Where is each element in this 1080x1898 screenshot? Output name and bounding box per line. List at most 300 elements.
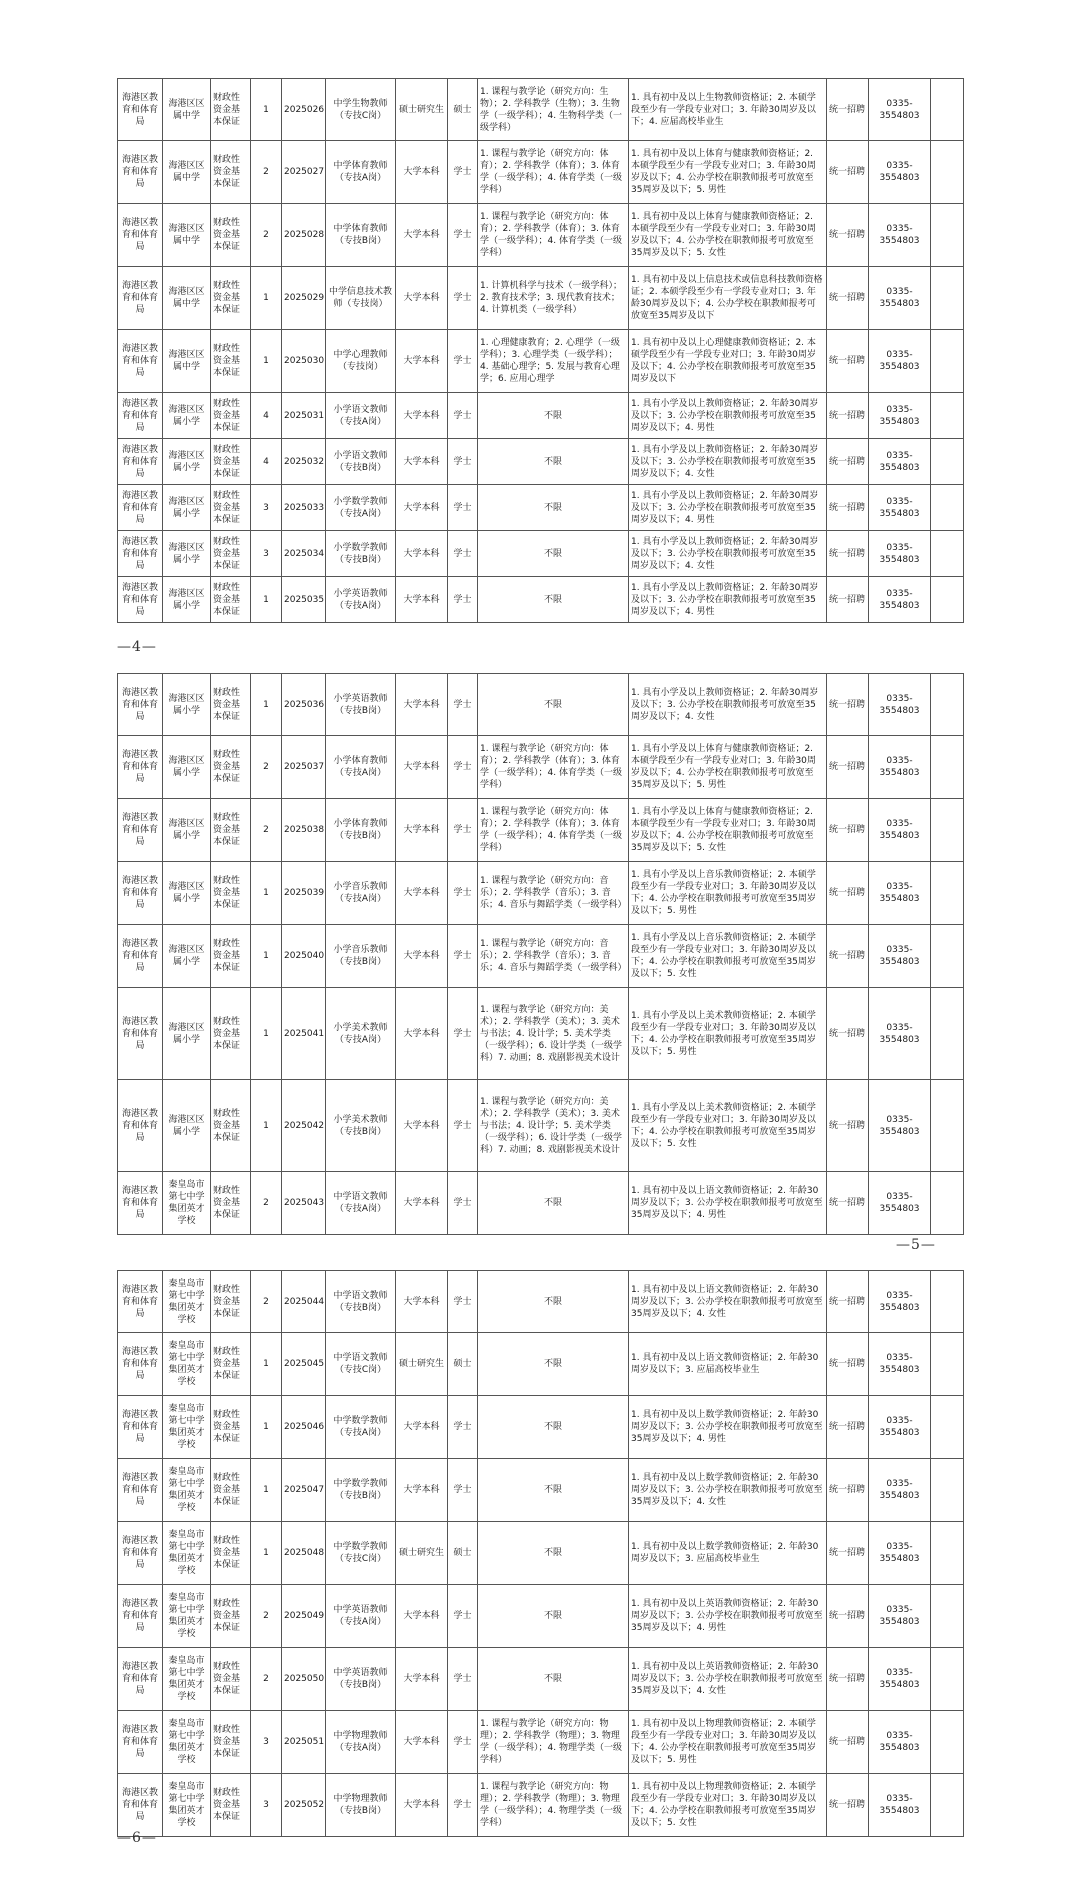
cell-requirements: 1. 具有小学及以上教师资格证；2. 年龄30周岁及以下；3. 公办学校在职教师报考可放宽至35周岁及以下；4. 女性 — [629, 439, 827, 485]
cell-degree: 学士 — [448, 531, 478, 577]
cell-phone: 0335-3554803 — [869, 485, 931, 531]
cell-major: 不限 — [478, 485, 629, 531]
cell-remark — [931, 1080, 964, 1172]
cell-unit: 秦皇岛市第七中学集团英才学校 — [163, 1271, 211, 1333]
page-number-4: —4— — [117, 639, 157, 655]
cell-funding: 财政性资金基本保证 — [211, 1080, 251, 1172]
cell-major: 不限 — [478, 1333, 629, 1396]
cell-recruit-method: 统一招聘 — [827, 799, 869, 862]
table-row — [118, 267, 964, 330]
cell-remark — [931, 1585, 964, 1648]
cell-phone: 0335-3554803 — [869, 1080, 931, 1172]
cell-unit: 海港区区属小学 — [163, 925, 211, 988]
cell-recruit-method: 统一招聘 — [827, 1774, 869, 1837]
table-row — [118, 439, 964, 485]
cell-position-code: 2025029 — [282, 267, 326, 330]
cell-unit: 秦皇岛市第七中学集团英才学校 — [163, 1333, 211, 1396]
cell-phone: 0335-3554803 — [869, 439, 931, 485]
cell-funding: 财政性资金基本保证 — [211, 439, 251, 485]
cell-major: 不限 — [478, 1522, 629, 1585]
table-row — [118, 925, 964, 988]
table-row — [118, 736, 964, 799]
cell-dept: 海港区教育和体育局 — [118, 862, 163, 925]
cell-recruit-method: 统一招聘 — [827, 1522, 869, 1585]
cell-position-name: 小学体育教师（专技B岗） — [326, 799, 396, 862]
cell-position-name: 中学语文教师（专技A岗） — [326, 1172, 396, 1235]
cell-education: 大学本科 — [396, 204, 448, 267]
cell-phone: 0335-3554803 — [869, 531, 931, 577]
cell-dept: 海港区教育和体育局 — [118, 204, 163, 267]
table-row — [118, 1648, 964, 1711]
cell-dept: 海港区教育和体育局 — [118, 1080, 163, 1172]
cell-major: 1. 课程与教学论（研究方向：美术）；2. 学科教学（美术）；3. 美术与书法；4. 设计学；5. 美术学类（一级学科）；6. 设计学类（一级学科）7. 动画；8. 戏剧影视美术设计 — [478, 1080, 629, 1172]
cell-quota: 2 — [251, 1585, 282, 1648]
table-row — [118, 204, 964, 267]
cell-position-name: 中学数学教师（专技A岗） — [326, 1396, 396, 1459]
cell-remark — [931, 862, 964, 925]
cell-position-code: 2025047 — [282, 1459, 326, 1522]
cell-position-name: 小学语文教师（专技B岗） — [326, 439, 396, 485]
cell-funding: 财政性资金基本保证 — [211, 204, 251, 267]
cell-remark — [931, 485, 964, 531]
cell-dept: 海港区教育和体育局 — [118, 1271, 163, 1333]
table-row — [118, 674, 964, 736]
cell-funding: 财政性资金基本保证 — [211, 1459, 251, 1522]
cell-requirements: 1. 具有初中及以上体育与健康教师资格证；2. 本硕学段至少有一学段专业对口；3. 年龄30周岁及以下；4. 公办学校在职教师报考可放宽至35周岁及以下；5. 女性 — [629, 204, 827, 267]
cell-position-code: 2025042 — [282, 1080, 326, 1172]
cell-position-name: 中学数学教师（专技C岗） — [326, 1522, 396, 1585]
cell-degree: 学士 — [448, 736, 478, 799]
cell-major: 不限 — [478, 1648, 629, 1711]
cell-position-code: 2025050 — [282, 1648, 326, 1711]
cell-remark — [931, 439, 964, 485]
table-row — [118, 330, 964, 393]
cell-major: 1. 课程与教学论（研究方向：体育）；2. 学科教学（体育）；3. 体育学（一级学科）；4. 体育学类（一级学科） — [478, 736, 629, 799]
cell-recruit-method: 统一招聘 — [827, 1271, 869, 1333]
cell-phone: 0335-3554803 — [869, 204, 931, 267]
recruitment-table-page-6 — [117, 1270, 964, 1837]
cell-education: 大学本科 — [396, 439, 448, 485]
cell-degree: 学士 — [448, 1459, 478, 1522]
cell-degree: 学士 — [448, 1080, 478, 1172]
cell-degree: 学士 — [448, 439, 478, 485]
cell-degree: 学士 — [448, 1172, 478, 1235]
cell-quota: 1 — [251, 1522, 282, 1585]
cell-unit: 海港区区属中学 — [163, 204, 211, 267]
cell-requirements: 1. 具有小学及以上美术教师资格证；2. 本硕学段至少有一学段专业对口；3. 年龄30周岁及以下；4. 公办学校在职教师报考可放宽至35周岁及以下；5. 男性 — [629, 988, 827, 1080]
cell-funding: 财政性资金基本保证 — [211, 862, 251, 925]
cell-unit: 海港区区属中学 — [163, 141, 211, 204]
cell-quota: 2 — [251, 1271, 282, 1333]
table-row — [118, 1774, 964, 1837]
cell-position-code: 2025046 — [282, 1396, 326, 1459]
cell-major: 不限 — [478, 1172, 629, 1235]
cell-position-name: 小学美术教师（专技B岗） — [326, 1080, 396, 1172]
cell-dept: 海港区教育和体育局 — [118, 439, 163, 485]
cell-degree: 学士 — [448, 862, 478, 925]
cell-remark — [931, 531, 964, 577]
cell-requirements: 1. 具有小学及以上美术教师资格证；2. 本硕学段至少有一学段专业对口；3. 年龄30周岁及以下；4. 公办学校在职教师报考可放宽至35周岁及以下；5. 女性 — [629, 1080, 827, 1172]
cell-requirements: 1. 具有小学及以上教师资格证；2. 年龄30周岁及以下；3. 公办学校在职教师报考可放宽至35周岁及以下；4. 男性 — [629, 577, 827, 623]
cell-recruit-method: 统一招聘 — [827, 1585, 869, 1648]
cell-recruit-method: 统一招聘 — [827, 1648, 869, 1711]
cell-position-name: 中学英语教师（专技B岗） — [326, 1648, 396, 1711]
cell-degree: 硕士 — [448, 1522, 478, 1585]
cell-education: 大学本科 — [396, 393, 448, 439]
cell-position-code: 2025043 — [282, 1172, 326, 1235]
cell-phone: 0335-3554803 — [869, 79, 931, 141]
cell-funding: 财政性资金基本保证 — [211, 531, 251, 577]
cell-dept: 海港区教育和体育局 — [118, 1711, 163, 1774]
cell-funding: 财政性资金基本保证 — [211, 1711, 251, 1774]
cell-education: 大学本科 — [396, 531, 448, 577]
cell-unit: 海港区区属小学 — [163, 674, 211, 736]
cell-degree: 学士 — [448, 674, 478, 736]
cell-education: 硕士研究生 — [396, 1522, 448, 1585]
cell-major: 1. 课程与教学论（研究方向：物理）；2. 学科教学（物理）；3. 物理学（一级学科）；4. 物理学类（一级学科） — [478, 1774, 629, 1837]
cell-position-name: 中学物理教师（专技B岗） — [326, 1774, 396, 1837]
cell-position-name: 小学英语教师（专技A岗） — [326, 577, 396, 623]
cell-requirements: 1. 具有小学及以上音乐教师资格证；2. 本硕学段至少有一学段专业对口；3. 年龄30周岁及以下；4. 公办学校在职教师报考可放宽至35周岁及以下；5. 女性 — [629, 925, 827, 988]
cell-unit: 海港区区属小学 — [163, 393, 211, 439]
cell-remark — [931, 1271, 964, 1333]
cell-major: 不限 — [478, 439, 629, 485]
cell-funding: 财政性资金基本保证 — [211, 674, 251, 736]
cell-dept: 海港区教育和体育局 — [118, 674, 163, 736]
cell-phone: 0335-3554803 — [869, 1522, 931, 1585]
cell-recruit-method: 统一招聘 — [827, 79, 869, 141]
cell-position-name: 小学体育教师（专技A岗） — [326, 736, 396, 799]
cell-quota: 1 — [251, 330, 282, 393]
cell-phone: 0335-3554803 — [869, 1585, 931, 1648]
cell-requirements: 1. 具有初中及以上数学教师资格证；2. 年龄30周岁及以下；3. 应届高校毕业生 — [629, 1522, 827, 1585]
cell-remark — [931, 577, 964, 623]
page-number-6: —6— — [117, 1830, 157, 1846]
cell-funding: 财政性资金基本保证 — [211, 1522, 251, 1585]
cell-recruit-method: 统一招聘 — [827, 1459, 869, 1522]
cell-dept: 海港区教育和体育局 — [118, 141, 163, 204]
cell-quota: 1 — [251, 925, 282, 988]
cell-funding: 财政性资金基本保证 — [211, 267, 251, 330]
cell-phone: 0335-3554803 — [869, 577, 931, 623]
cell-major: 1. 课程与教学论（研究方向：生物）；2. 学科教学（生物）；3. 生物学（一级学科）；4. 生物科学类（一级学科） — [478, 79, 629, 141]
table-row — [118, 485, 964, 531]
cell-degree: 学士 — [448, 925, 478, 988]
cell-position-name: 中学数学教师（专技B岗） — [326, 1459, 396, 1522]
cell-education: 大学本科 — [396, 674, 448, 736]
cell-dept: 海港区教育和体育局 — [118, 330, 163, 393]
cell-position-code: 2025027 — [282, 141, 326, 204]
cell-major: 1. 课程与教学论（研究方向：物理）；2. 学科教学（物理）；3. 物理学（一级学科）；4. 物理学类（一级学科） — [478, 1711, 629, 1774]
cell-requirements: 1. 具有小学及以上教师资格证；2. 年龄30周岁及以下；3. 公办学校在职教师报考可放宽至35周岁及以下；4. 女性 — [629, 531, 827, 577]
cell-remark — [931, 79, 964, 141]
cell-dept: 海港区教育和体育局 — [118, 925, 163, 988]
cell-position-name: 中学物理教师（专技A岗） — [326, 1711, 396, 1774]
cell-requirements: 1. 具有初中及以上心理健康教师资格证；2. 本硕学段至少有一学段专业对口；3. 年龄30周岁及以下；4. 公办学校在职教师报考可放宽至35周岁及以下 — [629, 330, 827, 393]
cell-requirements: 1. 具有初中及以上数学教师资格证；2. 年龄30周岁及以下；3. 公办学校在职教师报考可放宽至35周岁及以下；4. 女性 — [629, 1459, 827, 1522]
cell-quota: 2 — [251, 799, 282, 862]
cell-quota: 3 — [251, 1774, 282, 1837]
cell-degree: 学士 — [448, 267, 478, 330]
cell-phone: 0335-3554803 — [869, 925, 931, 988]
cell-requirements: 1. 具有初中及以上物理教师资格证；2. 本硕学段至少有一学段专业对口；3. 年龄30周岁及以下；4. 公办学校在职教师报考可放宽至35周岁及以下；5. 男性 — [629, 1711, 827, 1774]
cell-education: 大学本科 — [396, 862, 448, 925]
table-row — [118, 1172, 964, 1235]
cell-requirements: 1. 具有小学及以上教师资格证；2. 年龄30周岁及以下；3. 公办学校在职教师报考可放宽至35周岁及以下；4. 男性 — [629, 485, 827, 531]
cell-remark — [931, 393, 964, 439]
cell-education: 大学本科 — [396, 1774, 448, 1837]
cell-degree: 学士 — [448, 485, 478, 531]
cell-position-code: 2025037 — [282, 736, 326, 799]
cell-position-code: 2025049 — [282, 1585, 326, 1648]
cell-remark — [931, 141, 964, 204]
cell-position-name: 中学体育教师（专技A岗） — [326, 141, 396, 204]
cell-remark — [931, 204, 964, 267]
cell-education: 大学本科 — [396, 141, 448, 204]
cell-funding: 财政性资金基本保证 — [211, 1396, 251, 1459]
cell-quota: 2 — [251, 1648, 282, 1711]
cell-position-name: 中学语文教师（专技C岗） — [326, 1333, 396, 1396]
cell-requirements: 1. 具有初中及以上英语教师资格证；2. 年龄30周岁及以下；3. 公办学校在职教师报考可放宽至35周岁及以下；4. 男性 — [629, 1585, 827, 1648]
table-row — [118, 1459, 964, 1522]
cell-phone: 0335-3554803 — [869, 1172, 931, 1235]
cell-unit: 海港区区属小学 — [163, 736, 211, 799]
cell-phone: 0335-3554803 — [869, 141, 931, 204]
cell-unit: 秦皇岛市第七中学集团英才学校 — [163, 1172, 211, 1235]
cell-education: 大学本科 — [396, 1585, 448, 1648]
cell-requirements: 1. 具有初中及以上信息技术或信息科技教师资格证；2. 本硕学段至少有一学段专业对口；3. 年龄30周岁及以下；4. 公办学校在职教师报考可放宽至35周岁及以下 — [629, 267, 827, 330]
cell-major: 不限 — [478, 393, 629, 439]
cell-unit: 秦皇岛市第七中学集团英才学校 — [163, 1774, 211, 1837]
cell-phone: 0335-3554803 — [869, 1711, 931, 1774]
cell-unit: 秦皇岛市第七中学集团英才学校 — [163, 1711, 211, 1774]
table-row — [118, 862, 964, 925]
cell-major: 不限 — [478, 674, 629, 736]
cell-recruit-method: 统一招聘 — [827, 531, 869, 577]
cell-phone: 0335-3554803 — [869, 1333, 931, 1396]
cell-funding: 财政性资金基本保证 — [211, 330, 251, 393]
cell-position-name: 小学美术教师（专技A岗） — [326, 988, 396, 1080]
cell-major: 1. 课程与教学论（研究方向：音乐）；2. 学科教学（音乐）；3. 音乐；4. 音乐与舞蹈学类（一级学科） — [478, 862, 629, 925]
cell-phone: 0335-3554803 — [869, 1459, 931, 1522]
table-row — [118, 1522, 964, 1585]
cell-education: 大学本科 — [396, 736, 448, 799]
cell-remark — [931, 1711, 964, 1774]
cell-recruit-method: 统一招聘 — [827, 1396, 869, 1459]
cell-recruit-method: 统一招聘 — [827, 393, 869, 439]
cell-unit: 海港区区属小学 — [163, 485, 211, 531]
cell-unit: 海港区区属中学 — [163, 330, 211, 393]
cell-requirements: 1. 具有小学及以上音乐教师资格证；2. 本硕学段至少有一学段专业对口；3. 年龄30周岁及以下；4. 公办学校在职教师报考可放宽至35周岁及以下；5. 男性 — [629, 862, 827, 925]
cell-major: 1. 课程与教学论（研究方向：体育）；2. 学科教学（体育）；3. 体育学（一级学科）；4. 体育学类（一级学科） — [478, 799, 629, 862]
cell-degree: 学士 — [448, 577, 478, 623]
cell-education: 硕士研究生 — [396, 79, 448, 141]
cell-education: 大学本科 — [396, 1396, 448, 1459]
cell-major: 不限 — [478, 1459, 629, 1522]
cell-major: 不限 — [478, 1271, 629, 1333]
cell-remark — [931, 1396, 964, 1459]
cell-position-name: 小学英语教师（专技B岗） — [326, 674, 396, 736]
cell-remark — [931, 1333, 964, 1396]
cell-unit: 海港区区属小学 — [163, 577, 211, 623]
table-row — [118, 393, 964, 439]
cell-remark — [931, 925, 964, 988]
cell-degree: 学士 — [448, 988, 478, 1080]
cell-funding: 财政性资金基本保证 — [211, 1172, 251, 1235]
cell-remark — [931, 1522, 964, 1585]
cell-requirements: 1. 具有初中及以上数学教师资格证；2. 年龄30周岁及以下；3. 公办学校在职教师报考可放宽至35周岁及以下；4. 男性 — [629, 1396, 827, 1459]
cell-requirements: 1. 具有小学及以上教师资格证；2. 年龄30周岁及以下；3. 公办学校在职教师报考可放宽至35周岁及以下；4. 男性 — [629, 393, 827, 439]
cell-quota: 1 — [251, 1396, 282, 1459]
cell-unit: 海港区区属小学 — [163, 988, 211, 1080]
cell-remark — [931, 330, 964, 393]
table-row — [118, 1396, 964, 1459]
cell-position-code: 2025052 — [282, 1774, 326, 1837]
cell-position-name: 小学数学教师（专技A岗） — [326, 485, 396, 531]
table-row — [118, 79, 964, 141]
cell-education: 大学本科 — [396, 988, 448, 1080]
cell-phone: 0335-3554803 — [869, 1396, 931, 1459]
cell-dept: 海港区教育和体育局 — [118, 736, 163, 799]
cell-dept: 海港区教育和体育局 — [118, 1774, 163, 1837]
cell-education: 大学本科 — [396, 1172, 448, 1235]
cell-funding: 财政性资金基本保证 — [211, 485, 251, 531]
cell-funding: 财政性资金基本保证 — [211, 799, 251, 862]
cell-education: 大学本科 — [396, 330, 448, 393]
cell-quota: 2 — [251, 204, 282, 267]
cell-major: 不限 — [478, 577, 629, 623]
cell-funding: 财政性资金基本保证 — [211, 79, 251, 141]
cell-unit: 海港区区属小学 — [163, 1080, 211, 1172]
cell-requirements: 1. 具有初中及以上体育与健康教师资格证；2. 本硕学段至少有一学段专业对口；3. 年龄30周岁及以下；4. 公办学校在职教师报考可放宽至35周岁及以下；5. 男性 — [629, 141, 827, 204]
cell-recruit-method: 统一招聘 — [827, 1333, 869, 1396]
table-row — [118, 531, 964, 577]
cell-remark — [931, 736, 964, 799]
cell-position-code: 2025028 — [282, 204, 326, 267]
cell-unit: 秦皇岛市第七中学集团英才学校 — [163, 1459, 211, 1522]
cell-dept: 海港区教育和体育局 — [118, 988, 163, 1080]
table-row — [118, 799, 964, 862]
cell-position-code: 2025031 — [282, 393, 326, 439]
cell-remark — [931, 988, 964, 1080]
cell-position-code: 2025032 — [282, 439, 326, 485]
cell-major: 不限 — [478, 1396, 629, 1459]
cell-education: 大学本科 — [396, 485, 448, 531]
cell-requirements: 1. 具有小学及以上体育与健康教师资格证；2. 本硕学段至少有一学段专业对口；3. 年龄30周岁及以下；4. 公办学校在职教师报考可放宽至35周岁及以下；5. 女性 — [629, 799, 827, 862]
cell-phone: 0335-3554803 — [869, 988, 931, 1080]
cell-position-name: 小学语文教师（专技A岗） — [326, 393, 396, 439]
cell-phone: 0335-3554803 — [869, 330, 931, 393]
cell-position-name: 中学英语教师（专技A岗） — [326, 1585, 396, 1648]
cell-dept: 海港区教育和体育局 — [118, 1396, 163, 1459]
cell-funding: 财政性资金基本保证 — [211, 988, 251, 1080]
cell-unit: 秦皇岛市第七中学集团英才学校 — [163, 1522, 211, 1585]
cell-position-name: 小学数学教师（专技B岗） — [326, 531, 396, 577]
cell-quota: 3 — [251, 485, 282, 531]
cell-funding: 财政性资金基本保证 — [211, 1585, 251, 1648]
cell-position-name: 中学信息技术教师（专技岗） — [326, 267, 396, 330]
table-row — [118, 1333, 964, 1396]
cell-quota: 1 — [251, 577, 282, 623]
cell-funding: 财政性资金基本保证 — [211, 141, 251, 204]
cell-position-code: 2025044 — [282, 1271, 326, 1333]
cell-recruit-method: 统一招聘 — [827, 988, 869, 1080]
cell-position-code: 2025041 — [282, 988, 326, 1080]
cell-phone: 0335-3554803 — [869, 267, 931, 330]
cell-unit: 海港区区属小学 — [163, 862, 211, 925]
cell-unit: 海港区区属小学 — [163, 799, 211, 862]
cell-recruit-method: 统一招聘 — [827, 1711, 869, 1774]
cell-quota: 3 — [251, 1711, 282, 1774]
cell-education: 大学本科 — [396, 1080, 448, 1172]
cell-position-code: 2025045 — [282, 1333, 326, 1396]
table-row — [118, 1711, 964, 1774]
cell-degree: 学士 — [448, 1271, 478, 1333]
cell-requirements: 1. 具有初中及以上语文教师资格证；2. 年龄30周岁及以下；3. 公办学校在职教师报考可放宽至35周岁及以下；4. 男性 — [629, 1172, 827, 1235]
cell-phone: 0335-3554803 — [869, 799, 931, 862]
cell-unit: 海港区区属小学 — [163, 531, 211, 577]
cell-education: 大学本科 — [396, 1648, 448, 1711]
cell-recruit-method: 统一招聘 — [827, 674, 869, 736]
cell-degree: 学士 — [448, 204, 478, 267]
cell-requirements: 1. 具有小学及以上体育与健康教师资格证；2. 本硕学段至少有一学段专业对口；3. 年龄30周岁及以下；4. 公办学校在职教师报考可放宽至35周岁及以下；5. 男性 — [629, 736, 827, 799]
cell-requirements: 1. 具有初中及以上物理教师资格证；2. 本硕学段至少有一学段专业对口；3. 年龄30周岁及以下；4. 公办学校在职教师报考可放宽至35周岁及以下；5. 女性 — [629, 1774, 827, 1837]
cell-dept: 海港区教育和体育局 — [118, 1172, 163, 1235]
cell-remark — [931, 1648, 964, 1711]
cell-education: 大学本科 — [396, 267, 448, 330]
cell-position-code: 2025034 — [282, 531, 326, 577]
cell-unit: 海港区区属中学 — [163, 79, 211, 141]
cell-position-name: 中学语文教师（专技B岗） — [326, 1271, 396, 1333]
cell-education: 大学本科 — [396, 577, 448, 623]
cell-quota: 3 — [251, 531, 282, 577]
cell-education: 大学本科 — [396, 925, 448, 988]
cell-unit: 秦皇岛市第七中学集团英才学校 — [163, 1396, 211, 1459]
cell-quota: 2 — [251, 141, 282, 204]
cell-recruit-method: 统一招聘 — [827, 577, 869, 623]
cell-major: 1. 课程与教学论（研究方向：体育）；2. 学科教学（体育）；3. 体育学（一级学科）；4. 体育学类（一级学科） — [478, 204, 629, 267]
cell-quota: 1 — [251, 674, 282, 736]
cell-requirements: 1. 具有初中及以上生物教师资格证；2. 本硕学段至少有一学段专业对口；3. 年龄30周岁及以下；4. 应届高校毕业生 — [629, 79, 827, 141]
cell-recruit-method: 统一招聘 — [827, 862, 869, 925]
cell-degree: 学士 — [448, 1711, 478, 1774]
table-row — [118, 1080, 964, 1172]
cell-degree: 学士 — [448, 1648, 478, 1711]
cell-funding: 财政性资金基本保证 — [211, 577, 251, 623]
cell-degree: 硕士 — [448, 1333, 478, 1396]
cell-unit: 海港区区属小学 — [163, 439, 211, 485]
cell-position-code: 2025048 — [282, 1522, 326, 1585]
cell-unit: 秦皇岛市第七中学集团英才学校 — [163, 1585, 211, 1648]
cell-quota: 1 — [251, 1333, 282, 1396]
cell-dept: 海港区教育和体育局 — [118, 1648, 163, 1711]
cell-quota: 1 — [251, 988, 282, 1080]
cell-funding: 财政性资金基本保证 — [211, 393, 251, 439]
cell-phone: 0335-3554803 — [869, 1774, 931, 1837]
cell-dept: 海港区教育和体育局 — [118, 393, 163, 439]
cell-major: 1. 心理健康教育；2. 心理学（一级学科）；3. 心理学类（一级学科）；4. 基础心理学；5. 发展与教育心理学；6. 应用心理学 — [478, 330, 629, 393]
cell-position-code: 2025030 — [282, 330, 326, 393]
cell-unit: 海港区区属中学 — [163, 267, 211, 330]
cell-quota: 4 — [251, 393, 282, 439]
cell-recruit-method: 统一招聘 — [827, 141, 869, 204]
cell-remark — [931, 267, 964, 330]
cell-phone: 0335-3554803 — [869, 862, 931, 925]
cell-dept: 海港区教育和体育局 — [118, 1585, 163, 1648]
cell-recruit-method: 统一招聘 — [827, 267, 869, 330]
cell-requirements: 1. 具有初中及以上语文教师资格证；2. 年龄30周岁及以下；3. 公办学校在职教师报考可放宽至35周岁及以下；4. 女性 — [629, 1271, 827, 1333]
cell-quota: 2 — [251, 736, 282, 799]
